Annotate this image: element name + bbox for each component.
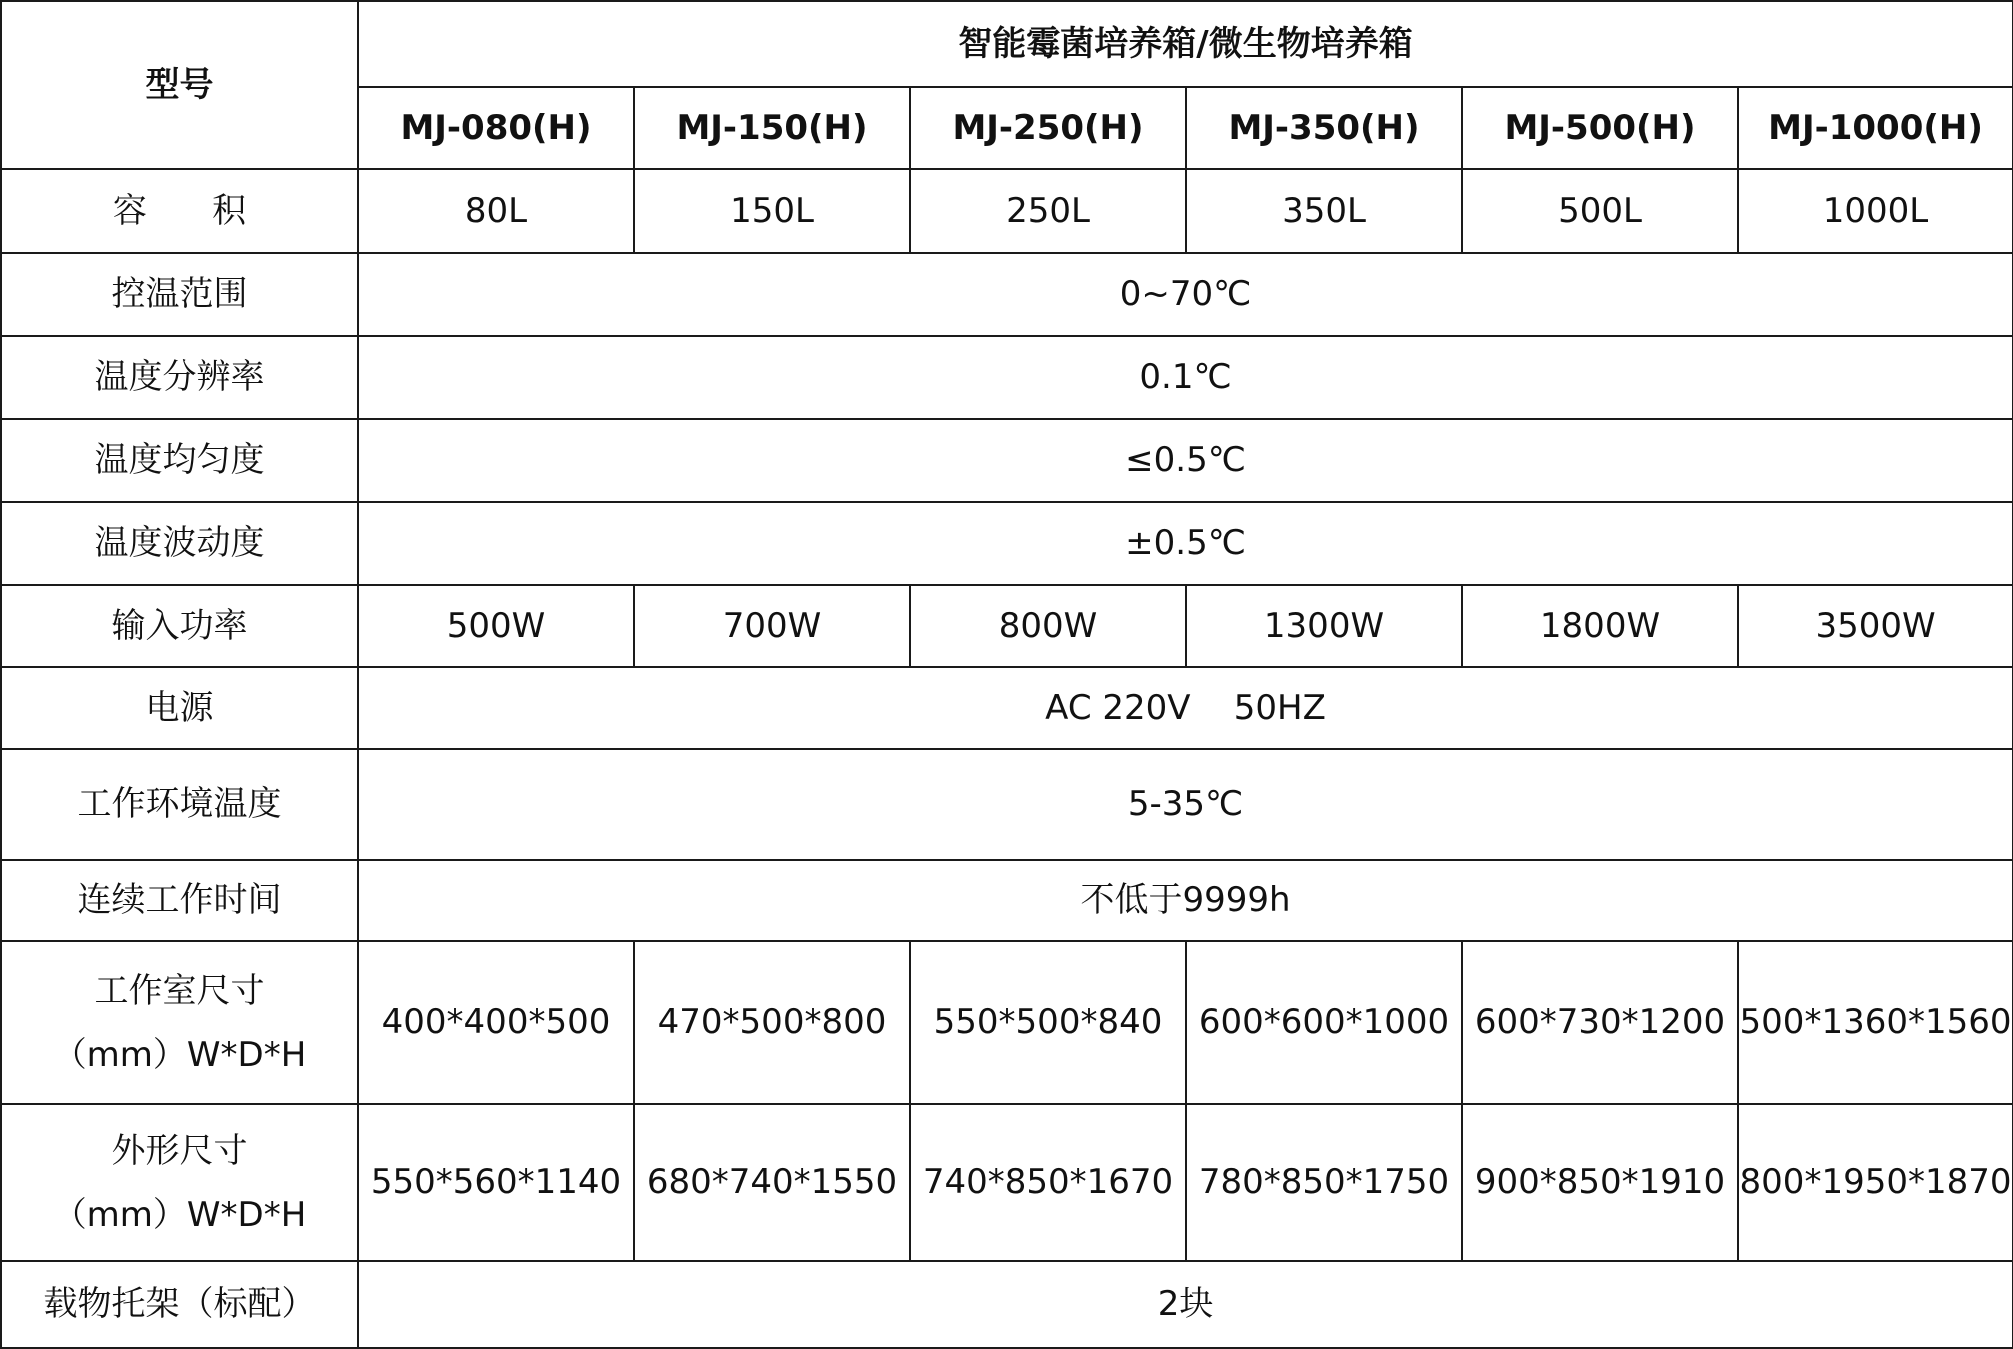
chamber-size-label: 工作室尺寸 bbox=[94, 970, 265, 1011]
cell-value: 600*600*1000 bbox=[1186, 941, 1462, 1104]
row-label: 控温范围 bbox=[1, 253, 358, 336]
cell-value: 400*400*500 bbox=[358, 941, 634, 1104]
row-outer-size bbox=[1, 1104, 2013, 1261]
row-label bbox=[1, 941, 358, 1104]
row-shelves bbox=[1, 1261, 2013, 1348]
cell-value: 500*1360*1560 bbox=[1738, 941, 2013, 1104]
cell-value: 0~70℃ bbox=[358, 253, 2013, 336]
volume-label: 容 积 bbox=[112, 190, 274, 231]
cell-value: 3500W bbox=[1738, 585, 2013, 667]
model-name: MJ-250(H) bbox=[910, 87, 1186, 169]
model-name: MJ-150(H) bbox=[634, 87, 910, 169]
row-power-supply bbox=[1, 667, 2013, 749]
cell-value: 780*850*1750 bbox=[1186, 1104, 1462, 1261]
row-label: 工作环境温度 bbox=[1, 749, 358, 860]
row-chamber-size bbox=[1, 941, 2013, 1104]
cell-value: 80L bbox=[358, 169, 634, 253]
cell-value: 350L bbox=[1186, 169, 1462, 253]
cell-value: 2块 bbox=[358, 1261, 2013, 1348]
cell-value: 470*500*800 bbox=[634, 941, 910, 1104]
cell-value: 500W bbox=[358, 585, 634, 667]
row-label: 连续工作时间 bbox=[1, 860, 358, 941]
cell-value: ±0.5℃ bbox=[358, 502, 2013, 585]
model-name: MJ-080(H) bbox=[358, 87, 634, 169]
row-temp-range bbox=[1, 253, 2013, 336]
model-name: MJ-350(H) bbox=[1186, 87, 1462, 169]
cell-value: 5-35℃ bbox=[358, 749, 2013, 860]
cell-value: 740*850*1670 bbox=[910, 1104, 1186, 1261]
row-label: 输入功率 bbox=[1, 585, 358, 667]
cell-value: 680*740*1550 bbox=[634, 1104, 910, 1261]
row-label: 载物托架（标配） bbox=[1, 1261, 358, 1348]
model-name: MJ-1000(H) bbox=[1738, 87, 2013, 169]
row-label: 电源 bbox=[1, 667, 358, 749]
cell-value: AC 220V 50HZ bbox=[358, 667, 2013, 749]
cell-value: 250L bbox=[910, 169, 1186, 253]
row-label: 温度均匀度 bbox=[1, 419, 358, 502]
cell-value: 1800W bbox=[1462, 585, 1738, 667]
cell-value: ≤0.5℃ bbox=[358, 419, 2013, 502]
cell-value: 600*730*1200 bbox=[1462, 941, 1738, 1104]
row-continuous-time bbox=[1, 860, 2013, 941]
row-label bbox=[1, 169, 358, 253]
header-row-title bbox=[1, 1, 2013, 87]
cell-value: 1000L bbox=[1738, 169, 2013, 253]
cell-value: 不低于9999h bbox=[358, 860, 2013, 941]
unit-label: （mm）W*D*H bbox=[52, 1194, 307, 1235]
row-label: 温度波动度 bbox=[1, 502, 358, 585]
cell-value: 1300W bbox=[1186, 585, 1462, 667]
row-input-power bbox=[1, 585, 2013, 667]
cell-value: 550*500*840 bbox=[910, 941, 1186, 1104]
cell-value: 500L bbox=[1462, 169, 1738, 253]
row-ambient-temp bbox=[1, 749, 2013, 860]
row-label: 温度分辨率 bbox=[1, 336, 358, 419]
model-name: MJ-500(H) bbox=[1462, 87, 1738, 169]
product-title: 智能霉菌培养箱/微生物培养箱 bbox=[358, 1, 2013, 87]
cell-value: 550*560*1140 bbox=[358, 1104, 634, 1261]
row-temp-resolution bbox=[1, 336, 2013, 419]
row-volume bbox=[1, 169, 2013, 253]
cell-value: 700W bbox=[634, 585, 910, 667]
row-temp-uniformity bbox=[1, 419, 2013, 502]
row-label bbox=[1, 1104, 358, 1261]
outer-size-label: 外形尺寸 bbox=[111, 1130, 248, 1171]
cell-value: 150L bbox=[634, 169, 910, 253]
cell-value: 800W bbox=[910, 585, 1186, 667]
cell-value: 800*1950*1870 bbox=[1738, 1104, 2013, 1261]
row-temp-fluctuation bbox=[1, 502, 2013, 585]
cell-value: 900*850*1910 bbox=[1462, 1104, 1738, 1261]
model-header-label: 型号 bbox=[1, 1, 358, 169]
unit-label: （mm）W*D*H bbox=[52, 1034, 307, 1075]
cell-value: 0.1℃ bbox=[358, 336, 2013, 419]
